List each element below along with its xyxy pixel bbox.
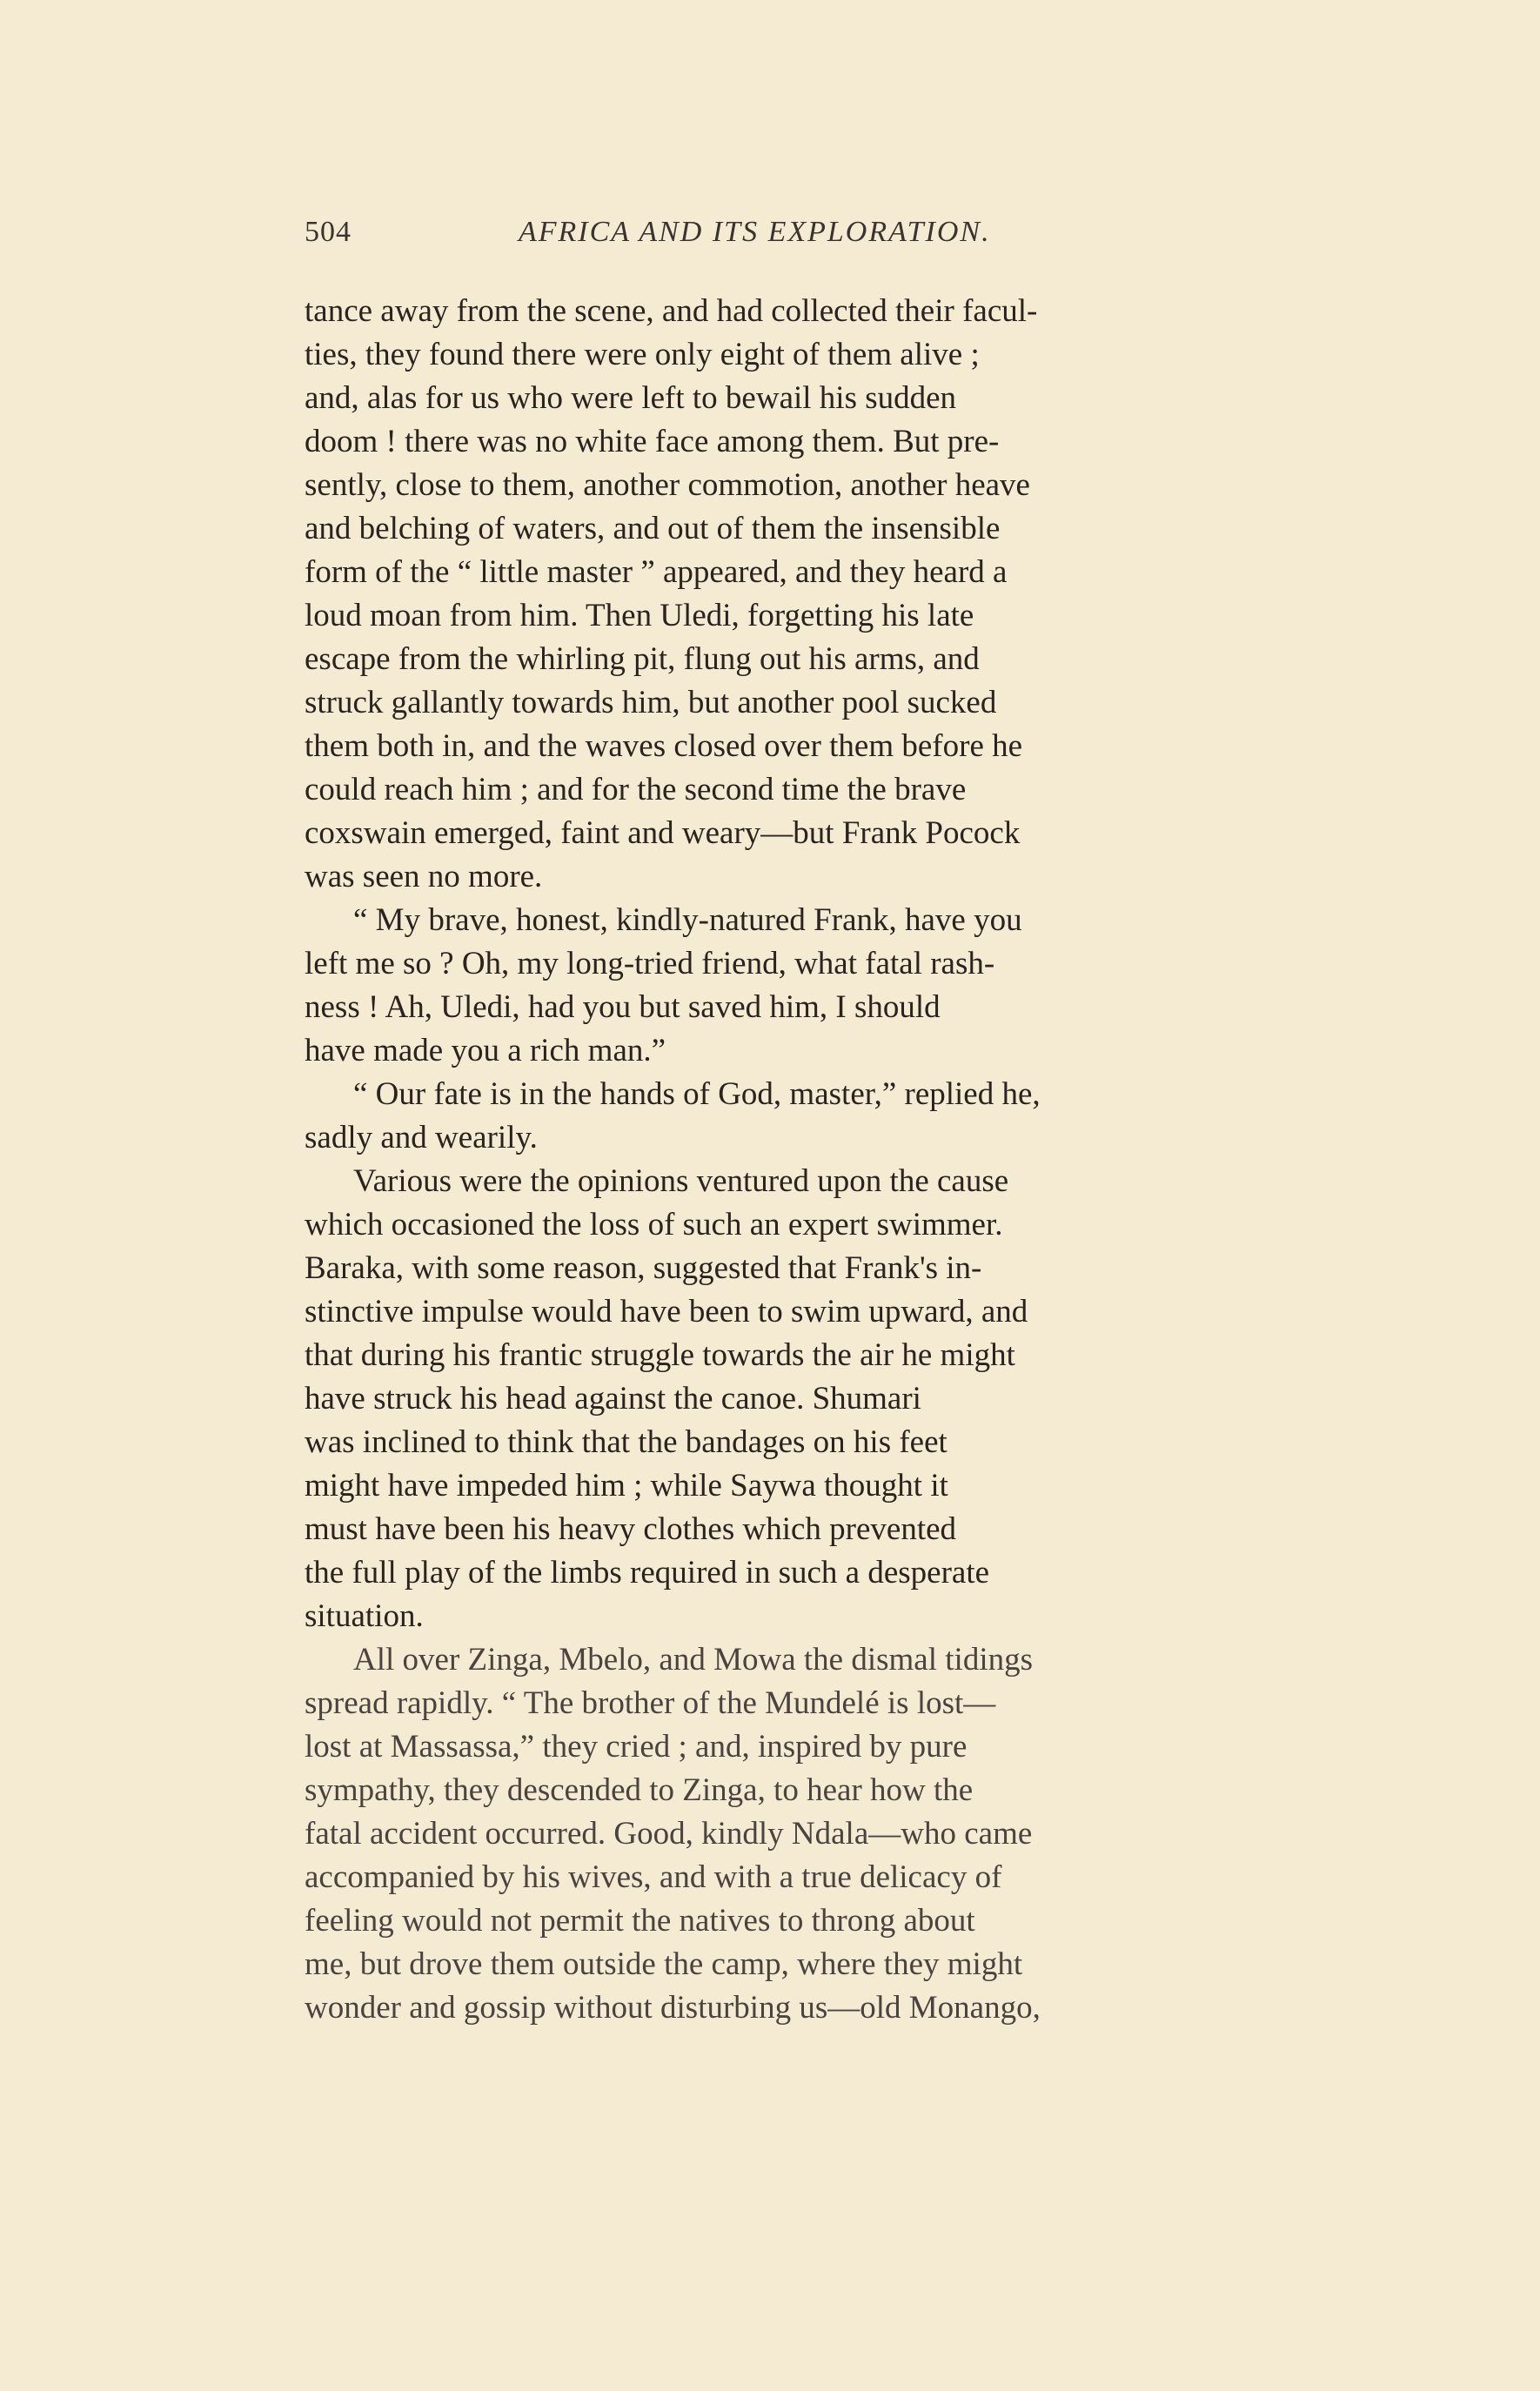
text-line: sently, close to them, another commotion, another heave [305,467,1030,503]
text-line: Baraka, with some reason, suggested that Frank's in- [305,1250,982,1286]
text-line: left me so ? Oh, my long-tried friend, what fatal rash- [305,946,995,981]
text-line: sadly and wearily. [305,1120,538,1155]
text-line: situation. [305,1598,424,1634]
text-line: form of the “ little master ” appeared, and they heard a [305,554,1008,590]
body-text [305,290,1322,2030]
text-line: escape from the whirling pit, flung out his arms, and [305,641,980,677]
text-line: them both in, and the waves closed over them before he [305,728,1023,764]
text-line: “ My brave, honest, kindly-natured Frank, have you [353,902,1022,938]
text-line: feeling would not permit the natives to throng about [305,1903,975,1939]
running-title: AFRICA AND ITS EXPLORATION. [519,216,991,248]
text-line: might have impeded him ; while Saywa thought it [305,1468,948,1504]
text-line: fatal accident occurred. Good, kindly Ndala—who came [305,1816,1033,1852]
page-header [305,216,1235,258]
text-line: “ Our fate is in the hands of God, master,” replied he, [353,1076,1041,1112]
text-line: doom ! there was no white face among them. But pre- [305,424,1000,459]
text-line: have made you a rich man.” [305,1033,666,1068]
text-line: lost at Massassa,” they cried ; and, inspired by pure [305,1729,968,1765]
text-line: could reach him ; and for the second time the brave [305,772,967,807]
text-line: and belching of waters, and out of them the insensible [305,511,1001,546]
text-line: loud moan from him. Then Uledi, forgetting his late [305,598,974,633]
text-line: was inclined to think that the bandages on his feet [305,1424,947,1460]
text-line: was seen no more. [305,859,543,894]
text-line: ties, they found there were only eight of them alive ; [305,337,980,372]
text-line: me, but drove them outside the camp, where they might [305,1946,1023,1982]
text-line: have struck his head against the canoe. Shumari [305,1381,921,1417]
text-line: spread rapidly. “ The brother of the Mundelé is lost— [305,1685,996,1721]
page-number: 504 [305,216,352,248]
text-line: stinctive impulse would have been to swim upward, and [305,1294,1028,1329]
text-line: and, alas for us who were left to bewail his sudden [305,380,957,416]
text-line: the full play of the limbs required in such a desperate [305,1555,990,1591]
text-line: Various were the opinions ventured upon the cause [353,1163,1009,1199]
text-line: must have been his heavy clothes which prevented [305,1511,957,1547]
text-line: wonder and gossip without disturbing us—old Monango, [305,1990,1041,2026]
text-line: ness ! Ah, Uledi, had you but saved him, I should [305,989,941,1025]
text-line: that during his frantic struggle towards the air he might [305,1337,1015,1373]
text-line: All over Zinga, Mbelo, and Mowa the dismal tidings [353,1642,1033,1678]
text-line: sympathy, they descended to Zinga, to hear how the [305,1772,974,1808]
text-line: struck gallantly towards him, but another pool sucked [305,685,997,720]
text-line: which occasioned the loss of such an expert swimmer. [305,1207,1003,1242]
text-line: tance away from the scene, and had collected their facul- [305,293,1038,329]
text-line: coxswain emerged, faint and weary—but Frank Pocock [305,815,1021,851]
text-line: accompanied by his wives, and with a true delicacy of [305,1859,1002,1895]
